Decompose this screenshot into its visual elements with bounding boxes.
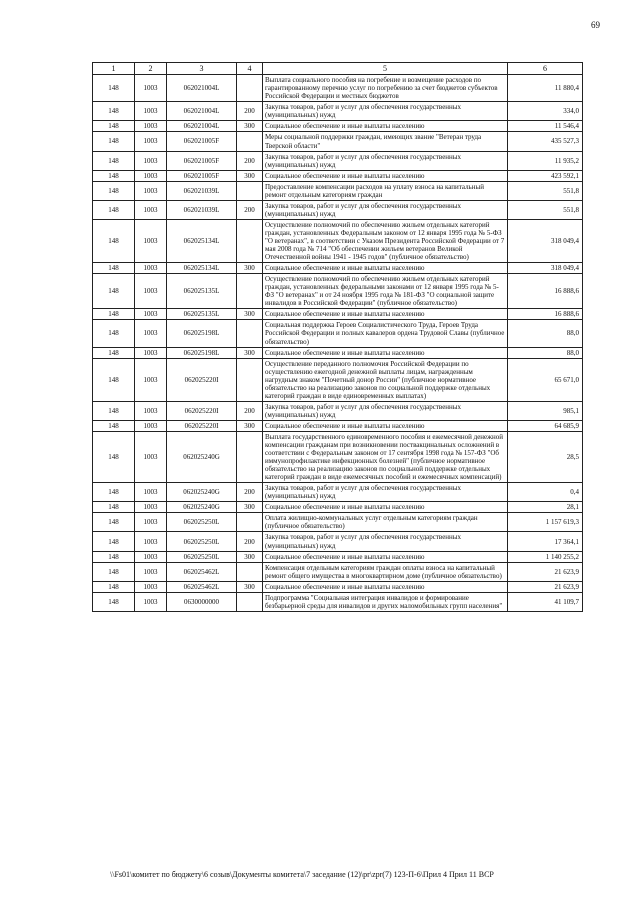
item-name-cell: Социальное обеспечение и иные выплаты населению xyxy=(263,502,508,513)
ved-code-cell: 148 xyxy=(93,532,135,551)
section-code-cell: 1003 xyxy=(135,483,167,502)
target-article-cell: 0630000000 xyxy=(167,592,237,611)
ved-code-cell: 148 xyxy=(93,151,135,170)
amount-cell: 28,5 xyxy=(508,431,583,482)
expense-type-cell xyxy=(237,431,263,482)
ved-code-cell: 148 xyxy=(93,274,135,309)
item-name-cell: Социальное обеспечение и иные выплаты населению xyxy=(263,263,508,274)
amount-cell: 41 109,7 xyxy=(508,592,583,611)
target-article-cell: 062021004L xyxy=(167,102,237,121)
table-row xyxy=(93,263,583,274)
ved-code-cell: 148 xyxy=(93,263,135,274)
header-cell: 3 xyxy=(167,63,237,75)
item-name-cell: Осуществление переданного полномочия Российской Федерации по осуществлению ежегодной денежной выплаты лицам, награжденным нагрудным знаком "Почетный донор России" (публичное нормативное обязательство на реализацию законов по социальной поддержке отдельных категорий граждан в виде единовременных выплатах) xyxy=(263,358,508,401)
table-body xyxy=(93,75,583,612)
item-name-cell: Социальное обеспечение и иные выплаты населению xyxy=(263,347,508,358)
expense-type-cell: 300 xyxy=(237,347,263,358)
item-name-cell: Социальное обеспечение и иные выплаты населению xyxy=(263,121,508,132)
target-article-cell: 062021005F xyxy=(167,132,237,151)
item-name-cell: Компенсация отдельным категориям граждан оплаты взноса на капитальный ремонт общего имущества в многоквартирном доме (публичное обязательство) xyxy=(263,562,508,581)
target-article-cell: 062021005F xyxy=(167,170,237,181)
ved-code-cell: 148 xyxy=(93,483,135,502)
header-cell: 2 xyxy=(135,63,167,75)
section-code-cell: 1003 xyxy=(135,431,167,482)
item-name-cell: Социальное обеспечение и иные выплаты населению xyxy=(263,551,508,562)
ved-code-cell: 148 xyxy=(93,431,135,482)
item-name-cell: Осуществление полномочий по обеспечению жильем отдельных категорий граждан, установленных федеральными законами от 12 января 1995 года № 5-ФЗ "О ветеранах" и от 24 ноября 1995 года № 181-ФЗ "О социальной защите инвалидов в Российской Федерации" (публичное обязательство) xyxy=(263,274,508,309)
expense-type-cell xyxy=(237,358,263,401)
target-article-cell: 062025250L xyxy=(167,551,237,562)
table-row xyxy=(93,592,583,611)
table-row xyxy=(93,401,583,420)
amount-cell: 11 935,2 xyxy=(508,151,583,170)
target-article-cell: 062025220I xyxy=(167,358,237,401)
table-row xyxy=(93,513,583,532)
expense-type-cell: 300 xyxy=(237,551,263,562)
amount-cell: 28,1 xyxy=(508,502,583,513)
item-name-cell: Социальное обеспечение и иные выплаты населению xyxy=(263,420,508,431)
ved-code-cell: 148 xyxy=(93,181,135,200)
table-row xyxy=(93,502,583,513)
item-name-cell: Оплата жилищно-коммунальных услуг отдельным категориям граждан (публичное обязательство) xyxy=(263,513,508,532)
amount-cell: 11 546,4 xyxy=(508,121,583,132)
item-name-cell: Социальное обеспечение и иные выплаты населению xyxy=(263,581,508,592)
table-row xyxy=(93,309,583,320)
amount-cell: 551,8 xyxy=(508,181,583,200)
ved-code-cell: 148 xyxy=(93,121,135,132)
expense-type-cell xyxy=(237,219,263,262)
section-code-cell: 1003 xyxy=(135,170,167,181)
item-name-cell: Предоставление компенсации расходов на уплату взноса на капитальный ремонт отдельным категориям граждан xyxy=(263,181,508,200)
ved-code-cell: 148 xyxy=(93,170,135,181)
section-code-cell: 1003 xyxy=(135,75,167,102)
target-article-cell: 062025198L xyxy=(167,347,237,358)
expense-type-cell xyxy=(237,132,263,151)
target-article-cell: 062025220I xyxy=(167,401,237,420)
table-row xyxy=(93,219,583,262)
table-row xyxy=(93,358,583,401)
item-name-cell: Выплата государственного единовременного пособия и ежемесячной денежной компенсации гражданам при возникновении поствакцинальных осложнений в соответствии с Федеральным законом от 17 сентября 1998 года № 157-ФЗ "Об иммунопрофилактике инфекционных болезней" (публичное нормативное обязательство на реализацию законов по социальной поддержке отдельных категорий граждан в виде ежемесячных пособий и ежемесячных компенсаций) xyxy=(263,431,508,482)
target-article-cell: 062025462L xyxy=(167,562,237,581)
section-code-cell: 1003 xyxy=(135,151,167,170)
amount-cell: 88,0 xyxy=(508,320,583,347)
item-name-cell: Осуществление полномочий по обеспечению жильем отдельных категорий граждан, установленных Федеральным законом от 12 января 1995 года № 5-ФЗ "О ветеранах", в соответствии с Указом Президента Российской Федерации от 7 мая 2008 года № 714 "Об обеспечении жильем ветеранов Великой Отечественной войны 1941 - 1945 годов" (публичное обязательство) xyxy=(263,219,508,262)
section-code-cell: 1003 xyxy=(135,200,167,219)
target-article-cell: 062025250L xyxy=(167,513,237,532)
item-name-cell: Подпрограмма "Социальная интеграция инвалидов и формирование безбарьерной среды для инвалидов и других маломобильных групп населения" xyxy=(263,592,508,611)
section-code-cell: 1003 xyxy=(135,309,167,320)
amount-cell: 423 592,1 xyxy=(508,170,583,181)
ved-code-cell: 148 xyxy=(93,132,135,151)
expense-type-cell: 300 xyxy=(237,309,263,320)
expense-type-cell: 300 xyxy=(237,420,263,431)
expense-type-cell xyxy=(237,562,263,581)
item-name-cell: Закупка товаров, работ и услуг для обеспечения государственных (муниципальных) нужд xyxy=(263,483,508,502)
table-row xyxy=(93,420,583,431)
header-cell: 5 xyxy=(263,63,508,75)
section-code-cell: 1003 xyxy=(135,181,167,200)
section-code-cell: 1003 xyxy=(135,263,167,274)
item-name-cell: Закупка товаров, работ и услуг для обеспечения государственных (муниципальных) нужд xyxy=(263,532,508,551)
budget-table xyxy=(92,62,583,612)
item-name-cell: Социальное обеспечение и иные выплаты населению xyxy=(263,170,508,181)
item-name-cell: Меры социальной поддержки граждан, имеющих звание "Ветеран труда Тверской области" xyxy=(263,132,508,151)
target-article-cell: 062025198L xyxy=(167,320,237,347)
table-row xyxy=(93,320,583,347)
target-article-cell: 062021039L xyxy=(167,181,237,200)
section-code-cell: 1003 xyxy=(135,502,167,513)
amount-cell: 16 888,6 xyxy=(508,274,583,309)
table-row xyxy=(93,121,583,132)
ved-code-cell: 148 xyxy=(93,75,135,102)
section-code-cell: 1003 xyxy=(135,320,167,347)
target-article-cell: 062025134L xyxy=(167,219,237,262)
table-row xyxy=(93,170,583,181)
amount-cell: 65 671,0 xyxy=(508,358,583,401)
target-article-cell: 062025250L xyxy=(167,532,237,551)
section-code-cell: 1003 xyxy=(135,581,167,592)
table-row xyxy=(93,132,583,151)
section-code-cell: 1003 xyxy=(135,551,167,562)
table-row xyxy=(93,431,583,482)
section-code-cell: 1003 xyxy=(135,562,167,581)
section-code-cell: 1003 xyxy=(135,102,167,121)
expense-type-cell xyxy=(237,592,263,611)
section-code-cell: 1003 xyxy=(135,592,167,611)
section-code-cell: 1003 xyxy=(135,358,167,401)
amount-cell: 318 049,4 xyxy=(508,263,583,274)
expense-type-cell: 200 xyxy=(237,401,263,420)
header-cell: 1 xyxy=(93,63,135,75)
table-header-row xyxy=(93,63,583,75)
expense-type-cell: 200 xyxy=(237,483,263,502)
page-number: 69 xyxy=(591,20,600,30)
section-code-cell: 1003 xyxy=(135,420,167,431)
amount-cell: 334,0 xyxy=(508,102,583,121)
table-row xyxy=(93,581,583,592)
table-row xyxy=(93,483,583,502)
target-article-cell: 062025134L xyxy=(167,263,237,274)
table-row xyxy=(93,347,583,358)
ved-code-cell: 148 xyxy=(93,420,135,431)
section-code-cell: 1003 xyxy=(135,274,167,309)
expense-type-cell xyxy=(237,274,263,309)
expense-type-cell: 200 xyxy=(237,151,263,170)
section-code-cell: 1003 xyxy=(135,401,167,420)
target-article-cell: 062025135L xyxy=(167,274,237,309)
table-row xyxy=(93,102,583,121)
amount-cell: 11 880,4 xyxy=(508,75,583,102)
ved-code-cell: 148 xyxy=(93,551,135,562)
amount-cell: 435 527,3 xyxy=(508,132,583,151)
item-name-cell: Закупка товаров, работ и услуг для обеспечения государственных (муниципальных) нужд xyxy=(263,102,508,121)
amount-cell: 16 888,6 xyxy=(508,309,583,320)
ved-code-cell: 148 xyxy=(93,581,135,592)
ved-code-cell: 148 xyxy=(93,347,135,358)
expense-type-cell: 200 xyxy=(237,102,263,121)
target-article-cell: 062021004L xyxy=(167,75,237,102)
expense-type-cell xyxy=(237,320,263,347)
header-cell: 4 xyxy=(237,63,263,75)
amount-cell: 318 049,4 xyxy=(508,219,583,262)
amount-cell: 88,0 xyxy=(508,347,583,358)
amount-cell: 1 157 619,3 xyxy=(508,513,583,532)
ved-code-cell: 148 xyxy=(93,358,135,401)
amount-cell: 17 364,1 xyxy=(508,532,583,551)
table-row xyxy=(93,75,583,102)
expense-type-cell: 300 xyxy=(237,581,263,592)
footer-file-path: \\Fs01\комитет по бюджету\6 созыв\Документы комитета\7 заседание (12)\pr\zpr(7) 123-П-6\Прил 4 Прил 11 ВСР xyxy=(110,870,494,879)
item-name-cell: Закупка товаров, работ и услуг для обеспечения государственных (муниципальных) нужд xyxy=(263,200,508,219)
amount-cell: 985,1 xyxy=(508,401,583,420)
item-name-cell: Выплата социального пособия на погребение и возмещение расходов по гарантированному перечню услуг по погребению за счет бюджетов субъектов Российской Федерации и местных бюджетов xyxy=(263,75,508,102)
ved-code-cell: 148 xyxy=(93,401,135,420)
amount-cell: 21 623,9 xyxy=(508,581,583,592)
amount-cell: 551,8 xyxy=(508,200,583,219)
table-row xyxy=(93,151,583,170)
table-row xyxy=(93,274,583,309)
amount-cell: 1 140 255,2 xyxy=(508,551,583,562)
ved-code-cell: 148 xyxy=(93,200,135,219)
section-code-cell: 1003 xyxy=(135,347,167,358)
item-name-cell: Закупка товаров, работ и услуг для обеспечения государственных (муниципальных) нужд xyxy=(263,151,508,170)
table-row xyxy=(93,551,583,562)
ved-code-cell: 148 xyxy=(93,309,135,320)
expense-type-cell: 300 xyxy=(237,121,263,132)
item-name-cell: Закупка товаров, работ и услуг для обеспечения государственных (муниципальных) нужд xyxy=(263,401,508,420)
section-code-cell: 1003 xyxy=(135,121,167,132)
target-article-cell: 062025240G xyxy=(167,502,237,513)
target-article-cell: 062025240G xyxy=(167,431,237,482)
ved-code-cell: 148 xyxy=(93,562,135,581)
table-row xyxy=(93,562,583,581)
amount-cell: 21 623,9 xyxy=(508,562,583,581)
section-code-cell: 1003 xyxy=(135,513,167,532)
expense-type-cell: 200 xyxy=(237,200,263,219)
table-row xyxy=(93,532,583,551)
section-code-cell: 1003 xyxy=(135,219,167,262)
table-row xyxy=(93,181,583,200)
expense-type-cell: 300 xyxy=(237,502,263,513)
target-article-cell: 062025220I xyxy=(167,420,237,431)
table-row xyxy=(93,200,583,219)
ved-code-cell: 148 xyxy=(93,102,135,121)
ved-code-cell: 148 xyxy=(93,513,135,532)
target-article-cell: 062025240G xyxy=(167,483,237,502)
expense-type-cell: 300 xyxy=(237,263,263,274)
expense-type-cell xyxy=(237,181,263,200)
target-article-cell: 062025462L xyxy=(167,581,237,592)
amount-cell: 0,4 xyxy=(508,483,583,502)
ved-code-cell: 148 xyxy=(93,592,135,611)
target-article-cell: 062021005F xyxy=(167,151,237,170)
section-code-cell: 1003 xyxy=(135,532,167,551)
target-article-cell: 062021004L xyxy=(167,121,237,132)
expense-type-cell xyxy=(237,513,263,532)
expense-type-cell xyxy=(237,75,263,102)
ved-code-cell: 148 xyxy=(93,502,135,513)
item-name-cell: Социальное обеспечение и иные выплаты населению xyxy=(263,309,508,320)
item-name-cell: Социальная поддержка Героев Социалистического Труда, Героев Труда Российской Федерации и полных кавалеров ордена Трудовой Славы (публичное обязательство) xyxy=(263,320,508,347)
header-cell: 6 xyxy=(508,63,583,75)
target-article-cell: 062021039L xyxy=(167,200,237,219)
target-article-cell: 062025135L xyxy=(167,309,237,320)
ved-code-cell: 148 xyxy=(93,320,135,347)
ved-code-cell: 148 xyxy=(93,219,135,262)
amount-cell: 64 685,9 xyxy=(508,420,583,431)
expense-type-cell: 300 xyxy=(237,170,263,181)
section-code-cell: 1003 xyxy=(135,132,167,151)
expense-type-cell: 200 xyxy=(237,532,263,551)
